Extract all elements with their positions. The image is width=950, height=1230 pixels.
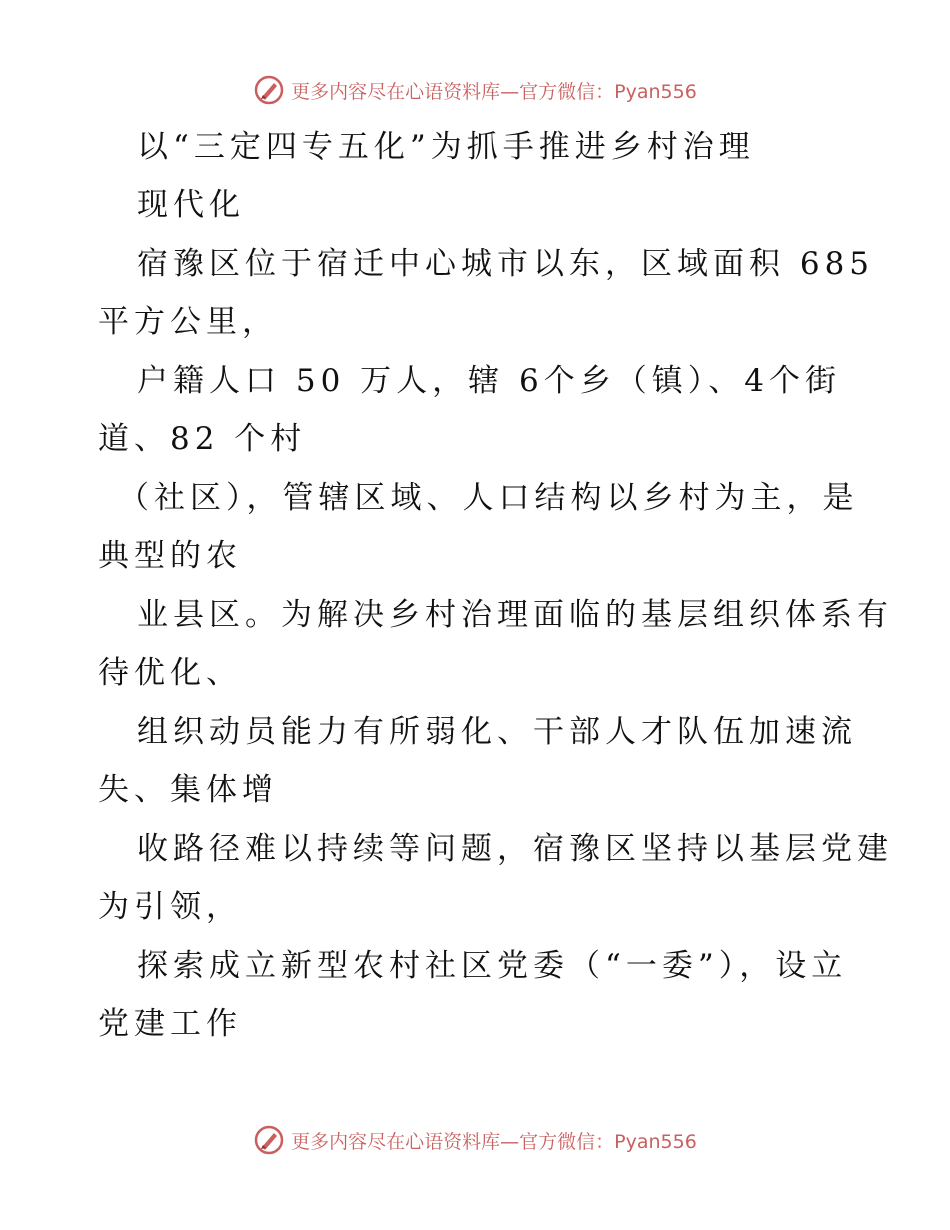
- paragraph-line: 组织动员能力有所弱化、干部人才队伍加速流: [137, 714, 857, 750]
- watermark-text: 更多内容尽在心语资料库—官方微信：Pyan556: [291, 80, 697, 103]
- paragraph-line: 待优化、: [98, 655, 242, 691]
- paragraph-line: 宿豫区位于宿迁中心城市以东，区域面积 685: [137, 246, 875, 282]
- header-watermark: [0, 73, 950, 107]
- paragraph-line: 户籍人口 50 万人，辖 6个乡（镇）、4个街: [137, 363, 841, 399]
- paragraph-line: 典型的农: [98, 538, 242, 574]
- paragraph-line: 业县区。为解决乡村治理面临的基层组织体系有: [137, 597, 893, 633]
- paragraph-line: 为引领，: [98, 889, 242, 925]
- paragraph-line: 探索成立新型农村社区党委（“一委”），设立: [137, 948, 848, 984]
- paragraph-line: 失、集体增: [98, 772, 278, 808]
- title-line-2: 现代化: [137, 187, 245, 223]
- footer-watermark: [0, 1123, 950, 1157]
- paragraph-line: 平方公里，: [98, 304, 278, 340]
- pen-logo-icon: [253, 74, 285, 106]
- title-line-1: 以“三定四专五化”为抓手推进乡村治理: [137, 129, 755, 165]
- paragraph-line: 收路径难以持续等问题，宿豫区坚持以基层党建: [137, 831, 893, 867]
- paragraph-line: 党建工作: [98, 1006, 242, 1042]
- watermark-text: 更多内容尽在心语资料库—官方微信：Pyan556: [291, 1130, 697, 1153]
- paragraph-line: （社区），管辖区域、人口结构以乡村为主，是: [118, 480, 859, 516]
- paragraph-line: 道、82 个村: [98, 421, 307, 457]
- pen-logo-icon: [253, 1124, 285, 1156]
